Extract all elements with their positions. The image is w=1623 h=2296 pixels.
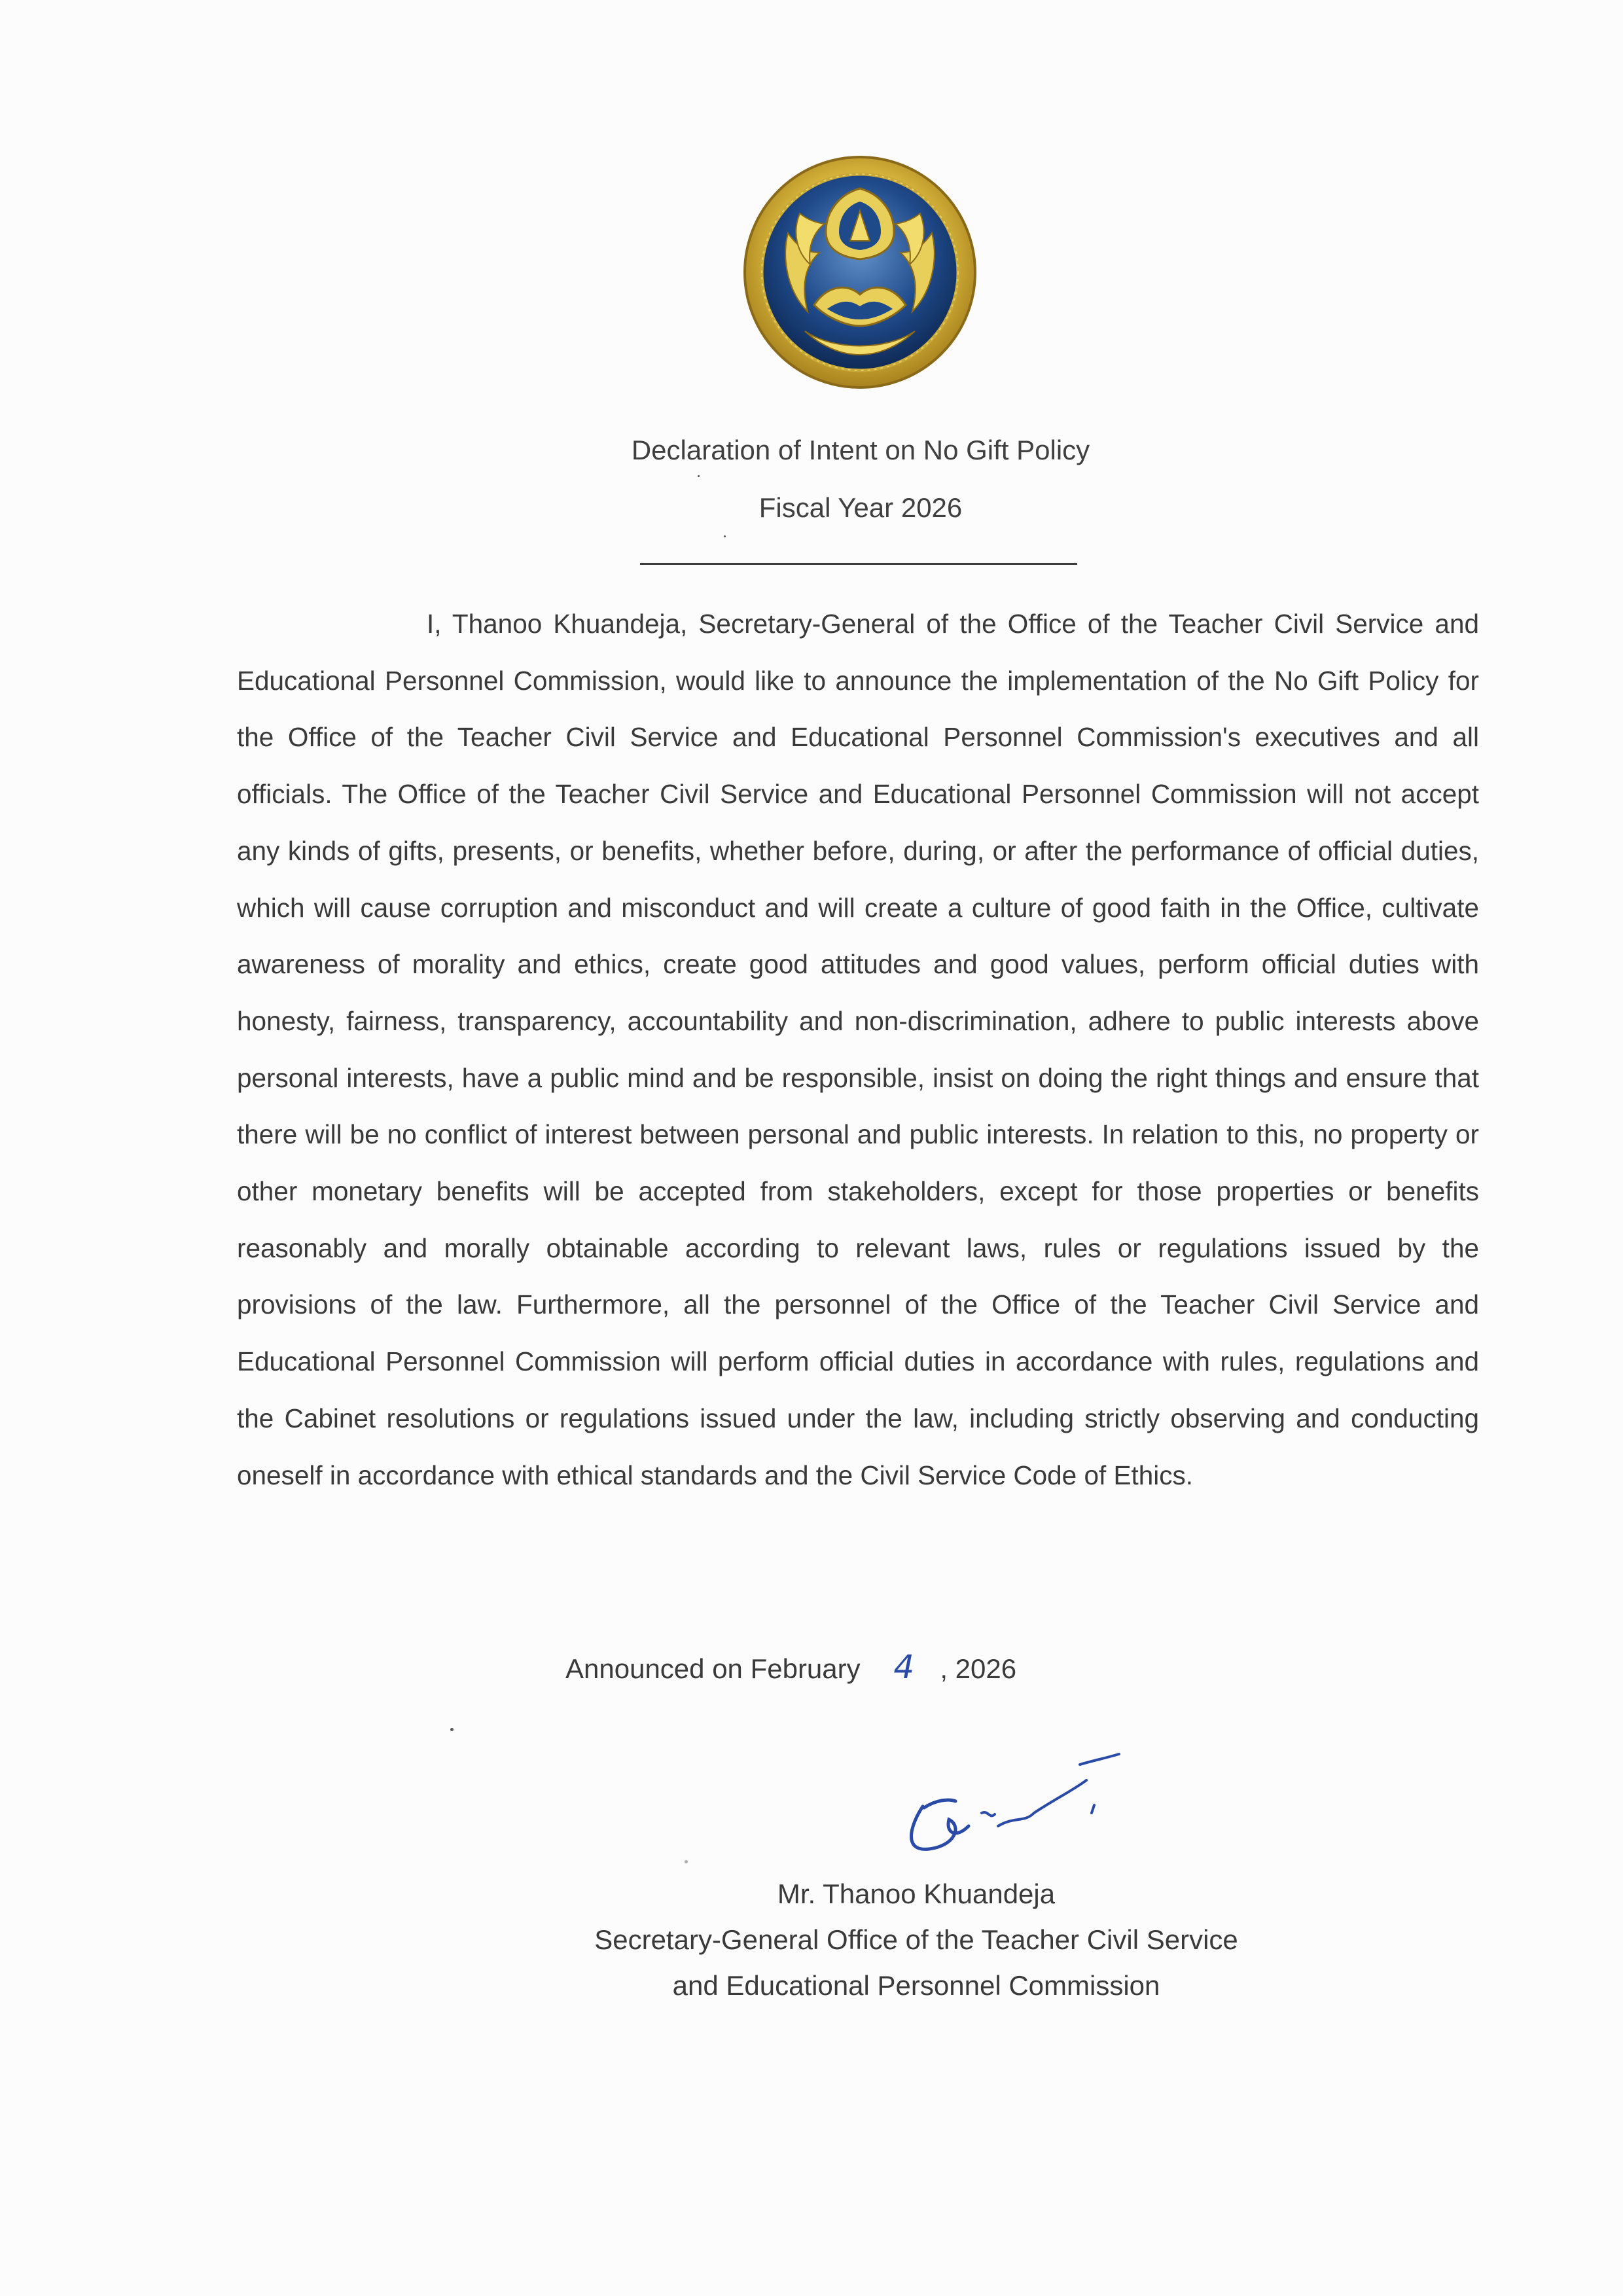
document-title: Declaration of Intent on No Gift Policy <box>631 435 1090 465</box>
title-divider <box>640 563 1077 565</box>
announcement-date <box>565 1648 1016 1686</box>
scan-speck <box>450 1728 454 1731</box>
seal-emblem <box>742 154 978 390</box>
scan-speck <box>698 475 700 477</box>
handwritten-signature <box>883 1728 1171 1859</box>
document-subtitle: Fiscal Year 2026 <box>758 492 963 523</box>
signatory-name: Mr. Thanoo Khuandeja <box>777 1878 1056 1909</box>
signatory-title-line1: Secretary-General Office of the Teacher Civil Service <box>594 1924 1238 1955</box>
announce-day-handwritten: 4 <box>893 1648 915 1686</box>
signatory-title-line2: and Educational Personnel Commission <box>672 1970 1160 2001</box>
announce-prefix: Announced on February <box>565 1653 868 1684</box>
scan-speck <box>724 535 726 537</box>
declaration-body: I, Thanoo Khuandeja, Secretary-General of the Office of the Teacher Civil Service and Educational Personnel Commission, would like to announce the implementation of the No Gift Policy for the Office of the Teacher Civil Service and Educational Personnel Commission's executives and all officials. The Office of the Teacher Civil Service and Educational Personnel Commission will not accept any kinds of gifts, presents, or benefits, whether before, during, or after the performance of official duties, which will cause corruption and misconduct and will create a culture of good faith in the Office, cultivate awareness of morality and ethics, create good attitudes and good values, perform official duties with honesty, fairness, transparency, accountability and non-discrimination, adhere to public interests above personal interests, have a public mind and be responsible, insist on doing the right things and ensure that there will be no conflict of interest between personal and public interests. In relation to this, no property or other monetary benefits will be accepted from stakeholders, except for those properties or benefits reasonably and morally obtainable according to relevant laws, rules or regulations issued by the provisions of the law. Furthermore, all the personnel of the Office of the Teacher Civil Service and Educational Personnel Commission will perform official duties in accordance with rules, regulations and the Cabinet resolutions or regulations issued under the law, including strictly observing and conducting oneself in accordance with ethical standards and the Civil Service Code of Ethics. <box>237 609 1479 1490</box>
announce-suffix: , 2026 <box>940 1653 1017 1684</box>
scan-speck <box>685 1860 688 1863</box>
